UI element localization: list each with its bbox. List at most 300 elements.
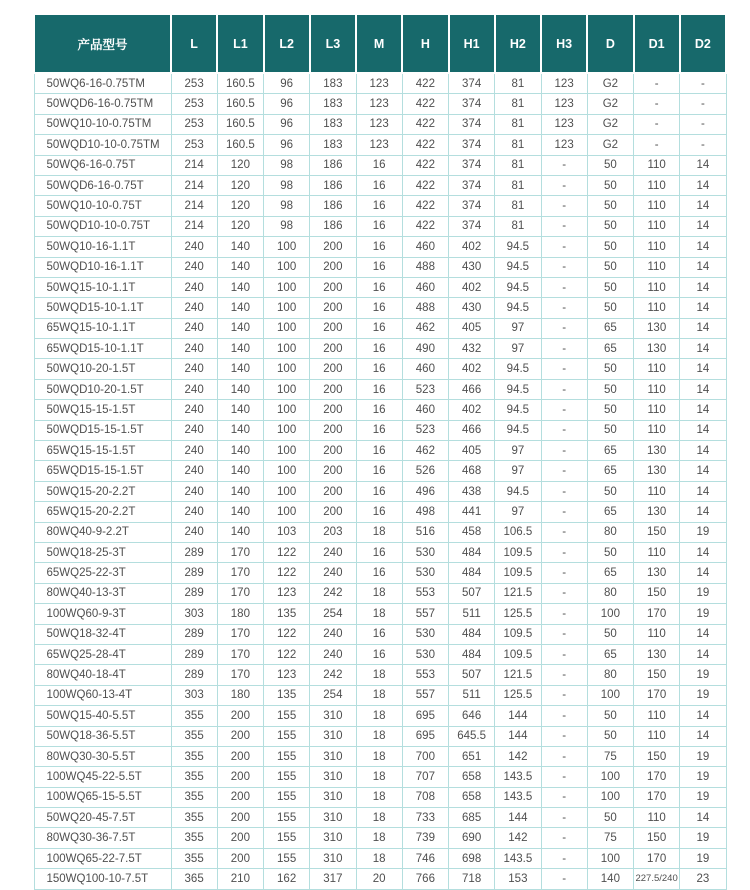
table-cell: 100 [587, 685, 633, 705]
table-cell: 110 [634, 155, 680, 175]
product-model-cell: 80WQ40-9-2.2T [34, 522, 171, 542]
table-cell: 18 [356, 604, 402, 624]
table-cell: 200 [310, 339, 356, 359]
table-cell: 240 [171, 359, 217, 379]
table-cell: 200 [310, 502, 356, 522]
table-cell: - [541, 542, 587, 562]
table-cell: 303 [171, 604, 217, 624]
table-cell: 530 [402, 563, 448, 583]
table-cell: 110 [634, 808, 680, 828]
table-cell: 97 [495, 318, 541, 338]
table-cell: - [541, 237, 587, 257]
table-row [34, 339, 726, 359]
table-cell: 96 [264, 114, 310, 134]
table-cell: 65 [587, 502, 633, 522]
table-row [34, 563, 726, 583]
table-cell: 110 [634, 542, 680, 562]
table-cell: 374 [449, 155, 495, 175]
table-cell: 651 [449, 746, 495, 766]
table-cell: 240 [171, 400, 217, 420]
table-cell: 65 [587, 339, 633, 359]
table-cell: 80 [587, 665, 633, 685]
table-cell: 50 [587, 706, 633, 726]
table-cell: 253 [171, 73, 217, 94]
table-cell: 460 [402, 400, 448, 420]
table-cell: 240 [171, 257, 217, 277]
table-cell: - [634, 94, 680, 114]
table-cell: 123 [356, 114, 402, 134]
table-cell: 658 [449, 767, 495, 787]
column-header-l3: L3 [310, 14, 356, 73]
table-cell: 98 [264, 175, 310, 195]
table-cell: 374 [449, 94, 495, 114]
table-cell: 14 [680, 379, 726, 399]
table-cell: 374 [449, 114, 495, 134]
table-cell: 695 [402, 726, 448, 746]
table-cell: 645.5 [449, 726, 495, 746]
table-cell: 14 [680, 400, 726, 420]
product-model-cell: 50WQ15-20-2.2T [34, 481, 171, 501]
product-model-cell: 50WQ15-40-5.5T [34, 706, 171, 726]
table-cell: 94.5 [495, 298, 541, 318]
table-cell: 150 [634, 746, 680, 766]
table-cell: 14 [680, 808, 726, 828]
table-cell: 466 [449, 379, 495, 399]
table-cell: 460 [402, 237, 448, 257]
table-cell: 496 [402, 481, 448, 501]
table-cell: 110 [634, 237, 680, 257]
table-cell: - [680, 135, 726, 155]
table-cell: 766 [402, 869, 448, 889]
table-cell: 700 [402, 746, 448, 766]
product-model-cell: 65WQ25-22-3T [34, 563, 171, 583]
table-cell: 110 [634, 420, 680, 440]
table-cell: 18 [356, 665, 402, 685]
table-cell: 16 [356, 481, 402, 501]
table-row [34, 685, 726, 705]
product-model-cell: 65WQD15-15-1.5T [34, 461, 171, 481]
table-cell: 160.5 [217, 73, 263, 94]
table-row [34, 583, 726, 603]
table-cell: - [541, 196, 587, 216]
table-cell: 16 [356, 461, 402, 481]
table-cell: 253 [171, 94, 217, 114]
table-cell: - [541, 746, 587, 766]
table-cell: - [634, 114, 680, 134]
table-cell: 170 [634, 604, 680, 624]
table-cell: 123 [541, 114, 587, 134]
table-cell: 484 [449, 563, 495, 583]
table-cell: 109.5 [495, 563, 541, 583]
table-cell: - [541, 787, 587, 807]
table-cell: 14 [680, 502, 726, 522]
table-cell: 94.5 [495, 257, 541, 277]
table-cell: 186 [310, 175, 356, 195]
table-cell: 14 [680, 318, 726, 338]
table-cell: 422 [402, 216, 448, 236]
table-cell: 100 [264, 502, 310, 522]
table-cell: 254 [310, 685, 356, 705]
table-cell: 240 [171, 339, 217, 359]
column-header-l2: L2 [264, 14, 310, 73]
table-cell: 94.5 [495, 379, 541, 399]
table-cell: - [541, 420, 587, 440]
table-cell: 16 [356, 318, 402, 338]
table-cell: 240 [310, 624, 356, 644]
table-row [34, 481, 726, 501]
table-cell: 253 [171, 135, 217, 155]
product-model-cell: 100WQ65-15-5.5T [34, 787, 171, 807]
column-header-d: D [587, 14, 633, 73]
table-cell: 289 [171, 644, 217, 664]
table-cell: - [541, 400, 587, 420]
table-cell: - [541, 604, 587, 624]
table-cell: 155 [264, 848, 310, 868]
table-cell: 14 [680, 155, 726, 175]
table-cell: 227.5/240 [634, 869, 680, 889]
table-cell: 103 [264, 522, 310, 542]
table-cell: 143.5 [495, 787, 541, 807]
product-model-cell: 80WQ30-30-5.5T [34, 746, 171, 766]
table-cell: 355 [171, 726, 217, 746]
table-cell: 200 [310, 237, 356, 257]
table-cell: 143.5 [495, 767, 541, 787]
table-cell: 200 [310, 400, 356, 420]
table-cell: 110 [634, 481, 680, 501]
table-cell: 155 [264, 828, 310, 848]
table-cell: 14 [680, 441, 726, 461]
product-model-cell: 100WQ60-13-4T [34, 685, 171, 705]
table-cell: 100 [587, 787, 633, 807]
table-cell: 160.5 [217, 94, 263, 114]
table-cell: 140 [217, 502, 263, 522]
table-cell: 14 [680, 277, 726, 297]
table-cell: - [541, 706, 587, 726]
table-row [34, 400, 726, 420]
table-cell: 140 [217, 257, 263, 277]
table-cell: 150 [634, 828, 680, 848]
table-cell: 65 [587, 563, 633, 583]
table-cell: 310 [310, 767, 356, 787]
table-cell: 109.5 [495, 624, 541, 644]
table-cell: 18 [356, 848, 402, 868]
table-cell: 50 [587, 196, 633, 216]
table-cell: - [541, 461, 587, 481]
table-cell: 200 [217, 767, 263, 787]
header-row [34, 14, 726, 73]
table-cell: 718 [449, 869, 495, 889]
table-cell: 553 [402, 665, 448, 685]
table-cell: 96 [264, 135, 310, 155]
table-cell: 123 [356, 94, 402, 114]
table-cell: - [541, 685, 587, 705]
table-cell: - [541, 644, 587, 664]
column-header-d2: D2 [680, 14, 726, 73]
table-cell: 142 [495, 746, 541, 766]
table-cell: 130 [634, 644, 680, 664]
table-cell: 200 [310, 461, 356, 481]
product-model-cell: 50WQD15-15-1.5T [34, 420, 171, 440]
table-cell: 100 [264, 298, 310, 318]
table-cell: 170 [634, 848, 680, 868]
table-cell: 422 [402, 155, 448, 175]
table-cell: 121.5 [495, 583, 541, 603]
table-cell: 203 [310, 522, 356, 542]
product-model-cell: 65WQ15-20-2.2T [34, 502, 171, 522]
product-model-cell: 80WQ40-18-4T [34, 665, 171, 685]
table-cell: 19 [680, 787, 726, 807]
table-cell: 526 [402, 461, 448, 481]
table-cell: 16 [356, 420, 402, 440]
table-cell: 460 [402, 359, 448, 379]
table-cell: 140 [587, 869, 633, 889]
table-cell: - [634, 135, 680, 155]
table-cell: 355 [171, 828, 217, 848]
table-cell: 81 [495, 73, 541, 94]
table-cell: 14 [680, 257, 726, 277]
table-row [34, 441, 726, 461]
table-cell: 110 [634, 277, 680, 297]
table-cell: 110 [634, 726, 680, 746]
table-row [34, 135, 726, 155]
table-cell: 253 [171, 114, 217, 134]
table-cell: 18 [356, 787, 402, 807]
table-cell: 110 [634, 216, 680, 236]
table-cell: 214 [171, 196, 217, 216]
table-row [34, 359, 726, 379]
table-cell: 402 [449, 359, 495, 379]
table-cell: 94.5 [495, 400, 541, 420]
product-model-cell: 50WQD10-16-1.1T [34, 257, 171, 277]
table-cell: 240 [310, 644, 356, 664]
table-row [34, 420, 726, 440]
table-cell: 170 [217, 542, 263, 562]
table-cell: 50 [587, 257, 633, 277]
table-cell: 458 [449, 522, 495, 542]
table-cell: 16 [356, 196, 402, 216]
table-cell: 365 [171, 869, 217, 889]
table-cell: 140 [217, 379, 263, 399]
table-cell: - [541, 522, 587, 542]
table-cell: 14 [680, 298, 726, 318]
table-cell: 200 [217, 706, 263, 726]
table-cell: 14 [680, 175, 726, 195]
table-cell: 310 [310, 726, 356, 746]
table-cell: 122 [264, 624, 310, 644]
table-cell: 98 [264, 216, 310, 236]
table-cell: 374 [449, 216, 495, 236]
table-cell: - [541, 155, 587, 175]
table-cell: 100 [264, 339, 310, 359]
table-header [34, 14, 726, 73]
table-cell: 438 [449, 481, 495, 501]
table-cell: 65 [587, 441, 633, 461]
table-cell: 19 [680, 746, 726, 766]
table-cell: 140 [217, 359, 263, 379]
table-cell: 746 [402, 848, 448, 868]
table-cell: 100 [264, 461, 310, 481]
product-model-cell: 80WQ40-13-3T [34, 583, 171, 603]
table-cell: 50 [587, 298, 633, 318]
table-cell: 155 [264, 787, 310, 807]
product-model-cell: 50WQD10-10-0.75T [34, 216, 171, 236]
table-cell: 106.5 [495, 522, 541, 542]
table-cell: 50 [587, 808, 633, 828]
table-cell: 310 [310, 828, 356, 848]
table-cell: 150 [634, 522, 680, 542]
table-cell: 160.5 [217, 135, 263, 155]
table-cell: 109.5 [495, 542, 541, 562]
table-cell: 16 [356, 216, 402, 236]
table-cell: 240 [171, 522, 217, 542]
table-cell: 23 [680, 869, 726, 889]
table-row [34, 869, 726, 889]
table-cell: 120 [217, 155, 263, 175]
table-cell: 123 [356, 73, 402, 94]
table-cell: 488 [402, 298, 448, 318]
table-cell: 50 [587, 379, 633, 399]
table-cell: 120 [217, 216, 263, 236]
table-cell: 530 [402, 624, 448, 644]
table-cell: 18 [356, 522, 402, 542]
table-cell: 155 [264, 808, 310, 828]
table-cell: 122 [264, 563, 310, 583]
column-header-d1: D1 [634, 14, 680, 73]
table-cell: 422 [402, 73, 448, 94]
table-cell: 507 [449, 583, 495, 603]
table-cell: 14 [680, 420, 726, 440]
table-cell: 523 [402, 379, 448, 399]
table-row [34, 216, 726, 236]
table-cell: 200 [217, 787, 263, 807]
table-cell: 186 [310, 196, 356, 216]
table-cell: 16 [356, 257, 402, 277]
table-cell: 303 [171, 685, 217, 705]
table-cell: - [541, 808, 587, 828]
product-model-cell: 65WQ25-28-4T [34, 644, 171, 664]
table-body [34, 73, 726, 889]
table-cell: 405 [449, 318, 495, 338]
table-cell: 14 [680, 542, 726, 562]
table-cell: 374 [449, 196, 495, 216]
table-cell: - [541, 339, 587, 359]
table-cell: 200 [310, 379, 356, 399]
table-cell: 100 [587, 604, 633, 624]
table-cell: 200 [217, 848, 263, 868]
table-row [34, 644, 726, 664]
table-cell: G2 [587, 94, 633, 114]
column-header-product-model: 产品型号 [34, 14, 171, 73]
table-cell: 80 [587, 522, 633, 542]
table-cell: 484 [449, 624, 495, 644]
product-model-cell: 65WQD15-10-1.1T [34, 339, 171, 359]
table-cell: 121.5 [495, 665, 541, 685]
table-row [34, 828, 726, 848]
table-cell: 81 [495, 216, 541, 236]
table-cell: - [541, 848, 587, 868]
table-cell: 170 [217, 583, 263, 603]
product-model-cell: 50WQD6-16-0.75TM [34, 94, 171, 114]
table-cell: 733 [402, 808, 448, 828]
table-cell: 289 [171, 665, 217, 685]
table-cell: 430 [449, 298, 495, 318]
table-cell: 432 [449, 339, 495, 359]
table-row [34, 726, 726, 746]
table-cell: 110 [634, 379, 680, 399]
table-cell: 402 [449, 237, 495, 257]
table-cell: - [541, 502, 587, 522]
table-cell: - [541, 441, 587, 461]
table-cell: 50 [587, 624, 633, 644]
table-cell: 100 [264, 237, 310, 257]
table-cell: 466 [449, 420, 495, 440]
table-cell: 81 [495, 94, 541, 114]
table-cell: 100 [264, 441, 310, 461]
table-cell: 214 [171, 216, 217, 236]
table-cell: 110 [634, 196, 680, 216]
table-cell: 16 [356, 359, 402, 379]
table-row [34, 767, 726, 787]
table-cell: 155 [264, 767, 310, 787]
table-cell: 310 [310, 706, 356, 726]
table-cell: 50 [587, 175, 633, 195]
table-cell: 50 [587, 726, 633, 746]
table-cell: 739 [402, 828, 448, 848]
table-cell: 200 [310, 318, 356, 338]
table-cell: 490 [402, 339, 448, 359]
table-cell: G2 [587, 135, 633, 155]
table-cell: 110 [634, 706, 680, 726]
table-cell: 310 [310, 848, 356, 868]
table-cell: 19 [680, 828, 726, 848]
table-cell: 14 [680, 644, 726, 664]
table-cell: 200 [217, 726, 263, 746]
table-cell: 97 [495, 461, 541, 481]
table-cell: 14 [680, 196, 726, 216]
product-model-cell: 50WQ10-10-0.75T [34, 196, 171, 216]
table-cell: 516 [402, 522, 448, 542]
table-cell: 240 [171, 441, 217, 461]
table-cell: 110 [634, 400, 680, 420]
product-model-cell: 50WQD15-10-1.1T [34, 298, 171, 318]
table-cell: 20 [356, 869, 402, 889]
table-cell: - [541, 665, 587, 685]
table-cell: 162 [264, 869, 310, 889]
table-cell: 170 [634, 685, 680, 705]
table-cell: 402 [449, 400, 495, 420]
table-cell: 19 [680, 685, 726, 705]
table-cell: 96 [264, 94, 310, 114]
table-cell: 646 [449, 706, 495, 726]
table-cell: 153 [495, 869, 541, 889]
table-cell: 150 [634, 665, 680, 685]
table-cell: 707 [402, 767, 448, 787]
table-cell: 180 [217, 604, 263, 624]
product-spec-table [33, 13, 727, 890]
column-header-h3: H3 [541, 14, 587, 73]
table-cell: 658 [449, 787, 495, 807]
table-row [34, 808, 726, 828]
table-cell: 94.5 [495, 359, 541, 379]
table-cell: 530 [402, 542, 448, 562]
table-cell: 16 [356, 237, 402, 257]
table-cell: 100 [264, 277, 310, 297]
table-cell: 240 [171, 502, 217, 522]
table-cell: 422 [402, 135, 448, 155]
column-header-h: H [402, 14, 448, 73]
table-cell: 16 [356, 277, 402, 297]
table-cell: 140 [217, 522, 263, 542]
